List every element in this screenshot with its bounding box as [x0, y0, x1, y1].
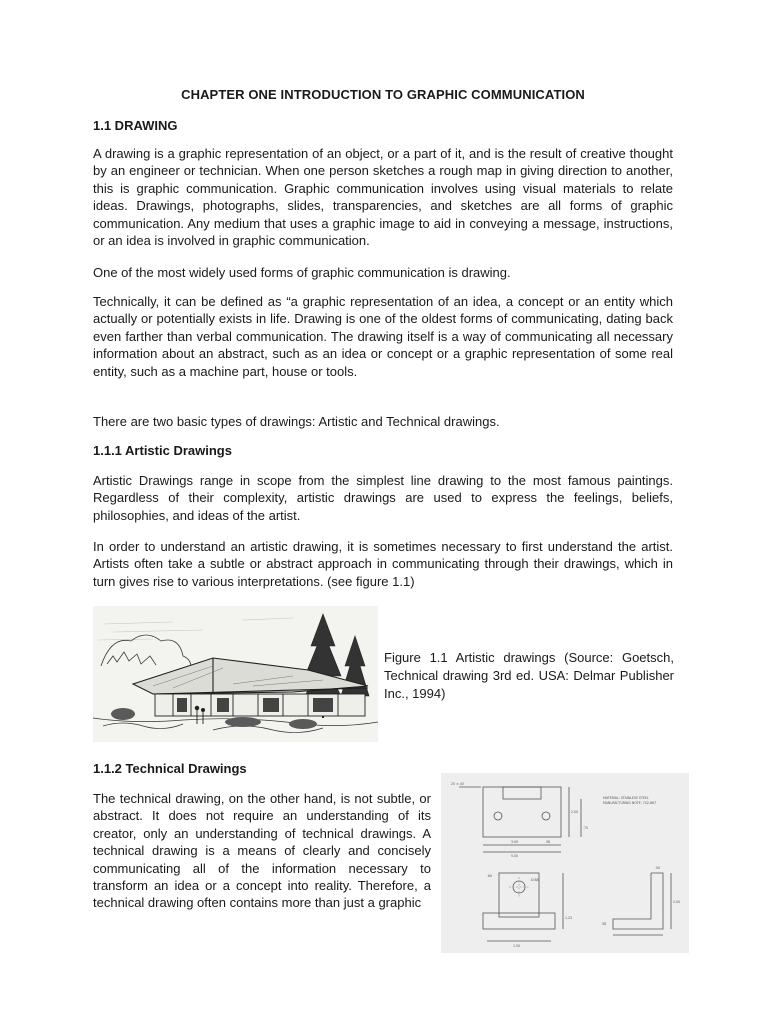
dim-mid: .75: [583, 826, 589, 830]
figure-artistic-drawing: [93, 606, 378, 742]
section-heading-1-1-1: 1.1.1 Artistic Drawings: [93, 443, 232, 458]
figure-technical-drawing: [441, 773, 689, 953]
section-heading-1-1-2: 1.1.2 Technical Drawings: [93, 761, 247, 776]
artistic-sketch-illustration: [93, 606, 378, 742]
dim-front-right: 1.25: [565, 916, 573, 920]
dim-bottom-c: 5.00: [511, 854, 519, 858]
orthographic-drawing: [441, 773, 689, 953]
dim-top-left: 25 × 40: [451, 782, 464, 786]
paragraph-artistic-understanding: In order to understand an artistic drawing, it is sometimes necessary to first understand the artist. Artists often take a subtle or abstract approach in communicating through their drawings, which in turn gives rise to various interpretations. (see figure 1.1): [93, 539, 673, 589]
paragraph-technical-drawings: The technical drawing, on the other hand, is not subtle, or abstract. It does not require an understanding of its creator, only an understanding of technical drawings. A technical drawing is a means of clearly and concisely communicating all of the information necessary to transform an idea or a concept into reality. Therefore, a technical drawing often contains more than just a graphic: [93, 791, 431, 911]
paragraph-two-types: There are two basic types of drawings: Artistic and Technical drawings.: [93, 414, 500, 429]
dim-bottom-b: .38: [545, 840, 551, 844]
dim-right: 2.00: [571, 810, 579, 814]
paragraph-drawing-definition: A drawing is a graphic representation of an object, or a part of it, and is the result of creative thought by an engineer or technician. When one person sketches a rough map in giving direction to another, this is graphic communication. Graphic communication involves using visual materials to relate ideas. Drawings, photographs, slides, transparencies, and sketches are all forms of graphic communication. Any medium that uses a graphic image to aid in conveying a message, instructions, or an idea is involved in graphic communication.: [93, 146, 673, 249]
dim-side-right: 2.00: [673, 900, 681, 904]
chapter-title: CHAPTER ONE INTRODUCTION TO GRAPHIC COMMUNICATION: [181, 87, 585, 102]
dim-side-bottom: .38: [601, 922, 607, 926]
material-note-line1: MATERIAL: STAINLESS STEEL: [603, 796, 649, 800]
dim-front-bottom: 1.50: [513, 944, 521, 948]
dim-front-left: .60: [487, 874, 493, 878]
section-heading-1-1: 1.1 DRAWING: [93, 118, 178, 133]
paragraph-widely-used: One of the most widely used forms of graphic communication is drawing.: [93, 265, 511, 280]
paragraph-artistic-scope: Artistic Drawings range in scope from the simplest line drawing to the most famous paintings. Regardless of their complexity, artistic drawings are used to express the feelings, beliefs, philosophies, and ideas of the artist.: [93, 473, 673, 523]
dim-bottom-a: 3.00: [511, 840, 519, 844]
material-note-line2: MANUFACTURING NOTE: 742-887: [603, 801, 657, 805]
paragraph-technical-definition: Technically, it can be defined as “a graphic representation of an idea, a concept or an entity which actually or potentially exists in life. Drawing is one of the oldest forms of communicating, dating back even farther than verbal communication. The drawing itself is a way of communicating all necessary information about an abstract, such as an idea or concept or a graphic representation of some real entity, such as a machine part, house or tools.: [93, 294, 673, 379]
figure-1-1-caption: Figure 1.1 Artistic drawings (Source: Goetsch, Technical drawing 3rd ed. USA: Delmar Publisher Inc., 1994): [384, 650, 674, 701]
dim-side-top: .50: [655, 866, 661, 870]
dim-front-hole: Ø.88: [531, 878, 539, 882]
